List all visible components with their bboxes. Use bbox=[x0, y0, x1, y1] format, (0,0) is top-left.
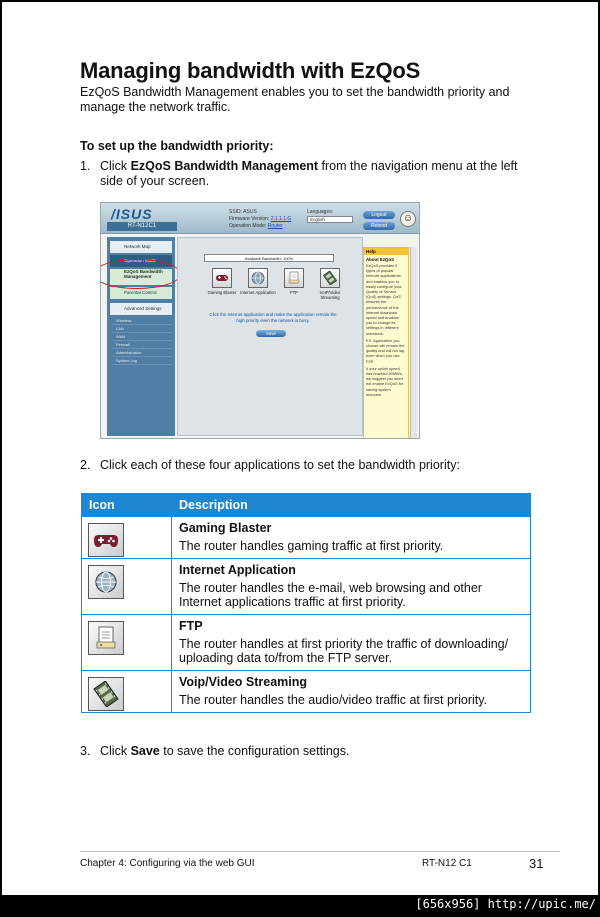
row-description: The router handles gaming traffic at first priority. bbox=[179, 539, 444, 553]
router-gui-screenshot bbox=[100, 202, 420, 439]
row-name: FTP bbox=[179, 619, 203, 633]
step-2 bbox=[80, 458, 520, 473]
help-text-3: If your uplink speed has reached 40MB/s, we suggest you need not enable EzQoS for saving system resource. bbox=[366, 365, 404, 397]
footer-chapter: Chapter 4: Configuring via the web GUI bbox=[80, 858, 255, 869]
intro-paragraph: EzQoS Bandwidth Management enables you to set the bandwidth priority and manage the network traffic. bbox=[80, 85, 510, 114]
row-name: Internet Application bbox=[179, 563, 296, 577]
gamepad-icon bbox=[88, 523, 124, 557]
step-text: Click Save to save the configuration settings. bbox=[100, 744, 350, 758]
header-icon: Icon bbox=[89, 498, 115, 512]
row-description: The router handles the audio/video traffic at first priority. bbox=[179, 693, 488, 707]
step-text: Click EzQoS Bandwidth Management from the navigation menu at the left side of your screen. bbox=[100, 159, 518, 188]
page-number: 31 bbox=[529, 856, 544, 871]
mode-link[interactable]: Router bbox=[267, 223, 283, 229]
nav-sub-wan[interactable]: WAN bbox=[112, 333, 172, 341]
step-number: 3. bbox=[80, 744, 91, 758]
row-description: The router handles the e-mail, web browsing and other Internet applications traffic at first priority. bbox=[179, 581, 482, 609]
help-text-1: EzQoS provides 4 types of popular Internet applications and enables you to easily configure your Quality of Service (QoS) settings. QoS ensures the performance of the Internet download speed and enables you to change its settings in different scenarios. bbox=[366, 263, 402, 336]
table-row bbox=[82, 614, 530, 670]
firmware-link[interactable]: 2.1.1.1.G bbox=[270, 216, 292, 222]
film-icon bbox=[320, 268, 340, 288]
step-number: 1. bbox=[80, 159, 91, 173]
gui-header bbox=[101, 203, 420, 234]
watermark-strip bbox=[0, 895, 600, 917]
globe-icon bbox=[88, 565, 124, 599]
help-header: Help bbox=[364, 248, 408, 255]
footer-model: RT-N12 C1 bbox=[422, 858, 472, 869]
step-text: Click each of these four applications to set the bandwidth priority: bbox=[100, 458, 460, 472]
step-1 bbox=[80, 159, 520, 189]
nav-operation-mode[interactable]: Operation Mode bbox=[110, 255, 172, 267]
gui-main-panel bbox=[177, 237, 363, 436]
app-voip[interactable]: VoIP/Video Streaming bbox=[312, 268, 348, 300]
nav-sub-syslog[interactable]: System Log bbox=[112, 357, 172, 365]
nav-advanced[interactable]: Advanced Settings bbox=[110, 303, 172, 315]
smiley-icon: ☺ bbox=[400, 211, 416, 227]
bandwidth-bar: Available Bandwidth: 100% bbox=[204, 254, 334, 262]
step-number: 2. bbox=[80, 458, 91, 472]
nav-sub-lan[interactable]: LAN bbox=[112, 325, 172, 333]
table-row bbox=[82, 558, 530, 614]
table-row bbox=[82, 516, 530, 558]
reboot-button[interactable]: Reboot bbox=[363, 222, 395, 230]
row-description: The router handles at first priority the traffic of downloading/ uploading data to/from the FTP server. bbox=[179, 637, 509, 665]
footer-divider bbox=[80, 851, 560, 852]
ftp-icon bbox=[88, 621, 124, 655]
page-title: Managing bandwidth with EzQoS bbox=[80, 58, 421, 83]
step-3 bbox=[80, 744, 520, 759]
table-header bbox=[82, 494, 530, 516]
asus-logo: /ISUS bbox=[111, 206, 153, 222]
model-label: RT-N12C1 bbox=[107, 222, 177, 231]
film-icon bbox=[88, 677, 124, 711]
nav-sub-admin[interactable]: Administration bbox=[112, 349, 172, 357]
nav-sub-firewall[interactable]: Firewall bbox=[112, 341, 172, 349]
table-row bbox=[82, 670, 530, 712]
help-scrollbar[interactable] bbox=[410, 247, 417, 439]
language-selector: Languages: English bbox=[307, 209, 353, 223]
app-ftp[interactable]: FTP bbox=[276, 268, 312, 295]
watermark-text: [656x956] http://upic.me/ bbox=[415, 897, 596, 911]
language-select[interactable]: English bbox=[307, 216, 353, 223]
help-text-2: EX. Application you choose will remain the quality and will not lag even when you use P2P. bbox=[366, 337, 405, 364]
gui-save-button[interactable]: Save bbox=[256, 330, 286, 337]
help-title: About EzQoS bbox=[366, 257, 395, 262]
nav-sub-wireless[interactable]: Wireless bbox=[112, 317, 172, 325]
logout-button[interactable]: Logout bbox=[363, 211, 395, 219]
gui-note: Click the Internet application and make the application remain the high priority even the network is busy. bbox=[209, 312, 337, 323]
nav-parental[interactable]: Parental Control bbox=[110, 287, 172, 299]
manual-page bbox=[2, 2, 598, 895]
nav-network-map[interactable]: Network Map bbox=[110, 241, 172, 253]
app-internet[interactable]: Internet Application bbox=[240, 268, 276, 295]
device-info: SSID: ASUS Firmware Version: 2.1.1.1.G Operation Mode: Router bbox=[229, 209, 292, 229]
nav-ezqos[interactable]: EzQoS Bandwidth Management bbox=[110, 269, 172, 285]
help-panel bbox=[363, 247, 409, 439]
globe-icon bbox=[248, 268, 268, 288]
header-description: Description bbox=[179, 498, 248, 512]
app-gaming[interactable]: Gaming Blaster bbox=[204, 268, 240, 295]
row-name: Gaming Blaster bbox=[179, 521, 272, 535]
application-table bbox=[81, 493, 531, 713]
row-name: Voip/Video Streaming bbox=[179, 675, 308, 689]
ftp-icon bbox=[284, 268, 304, 288]
gamepad-icon bbox=[212, 268, 232, 288]
subheading: To set up the bandwidth priority: bbox=[80, 139, 274, 153]
